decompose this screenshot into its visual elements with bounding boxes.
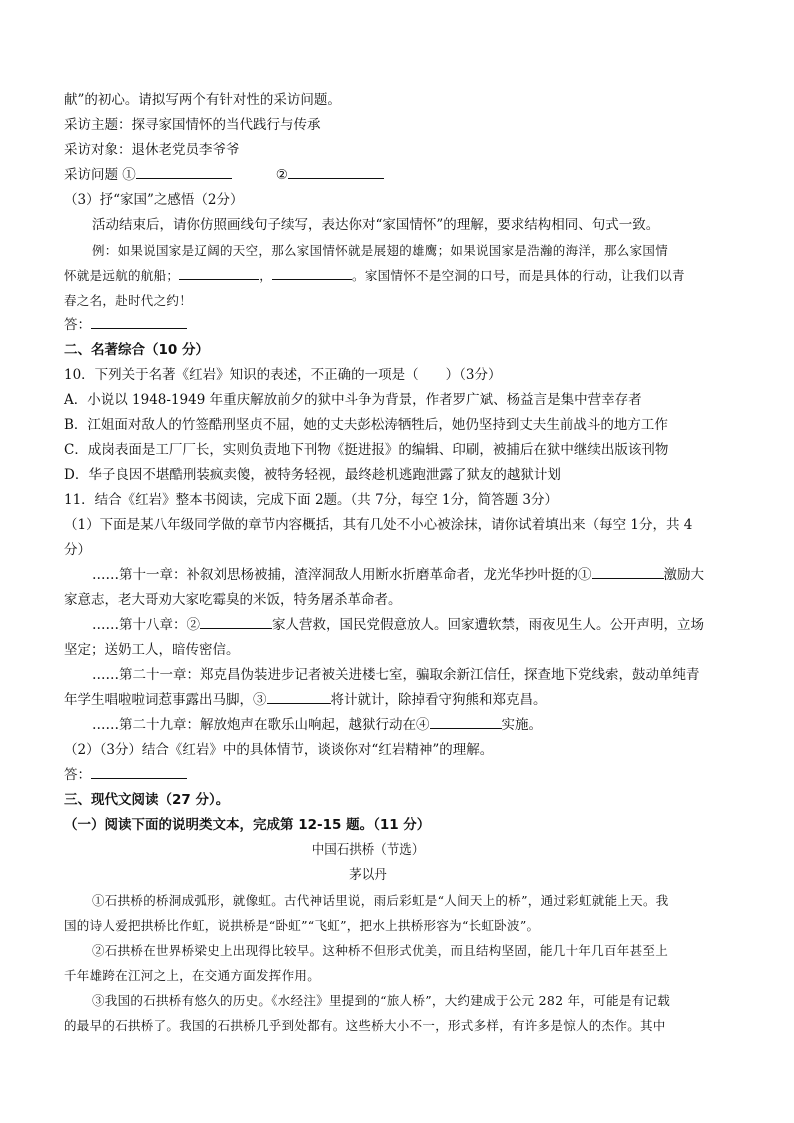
chapter-text: ……第二十九章：解放炮声在歌乐山响起，越狱行动在④	[92, 717, 430, 733]
fill-blank-3[interactable]	[267, 688, 331, 704]
comma: ，	[259, 268, 273, 283]
answer-label: 答：	[64, 317, 91, 333]
chapter-text: ……第十八章：②	[92, 617, 200, 633]
fill-blank-b[interactable]	[272, 264, 352, 280]
subsection-heading: （一）阅读下面的说明类文本，完成第 12-15 题。（11 分）	[64, 817, 431, 833]
chapter-18-cont: 坚定；送奶工人，暗传密信。	[64, 642, 240, 658]
question-label-1: 采访问题 ①	[64, 167, 136, 183]
chapter-text: ……第十一章：补叙刘思杨被捕，渣滓洞敌人用断水折磨革命者，龙光华抄叶挺的①	[92, 567, 592, 583]
chapter-text: 年学生唱啦啦词惹事露出马脚，③	[64, 692, 267, 708]
answer-label: 答：	[64, 767, 91, 783]
chapter-text: 激励大	[663, 567, 704, 583]
fill-blank-2[interactable]	[200, 613, 272, 629]
example-text: 例：如果说国家是辽阔的天空，那么家国情怀就是展翅的雄鹰；如果说国家是浩瀚的海洋，那么家国情	[92, 243, 669, 258]
question-10: 10．下列关于名著《红岩》知识的表述，不正确的一项是（ ）（3分）	[64, 367, 502, 383]
example-continuation	[64, 263, 736, 288]
subquestion-title: （3）抒“家国”之感悟（2分）	[64, 192, 244, 208]
question-11: 11．结合《红岩》整本书阅读，完成下面 2题。（共 7分，每空 1分，简答题 3分）	[64, 492, 558, 508]
answer-blank-1[interactable]	[136, 163, 232, 179]
chapter-text: 将计就计，除掉看守狗熊和郑克昌。	[330, 692, 547, 708]
interview-topic: 采访主题：探寻家国情怀的当代践行与传承	[64, 117, 321, 133]
interview-questions	[64, 163, 736, 188]
example-tail: 。家国情怀不是空洞的口号，而是具体的行动，让我们以青	[352, 268, 685, 283]
text-line: 献”的初心。请拟写两个有针对性的采访问题。	[64, 92, 341, 108]
fill-blank-1[interactable]	[592, 563, 664, 579]
section-heading-2: 二、名著综合（10 分）	[64, 342, 209, 358]
chapter-text: 家人营救，国民党假意放人。回家遭软禁，雨夜见生人。公开声明，立场	[272, 617, 704, 633]
chapter-21-summary: ……第二十一章：郑克昌伪装进步记者被关进楼七室，骗取余新江信任，探查地下党线索，鼓动单纯青	[92, 667, 700, 683]
option-c: C．成岗表面是工厂厂长，实则负责地下刊物《挺进报》的编辑、印刷，被捕后在狱中继续出版该刊物	[64, 442, 669, 458]
option-a: A．小说以 1948-1949 年重庆解放前夕的狱中斗争为背景，作者罗广斌、杨益言是集中营幸存者	[64, 392, 642, 408]
answer-blank-2[interactable]	[288, 163, 384, 179]
paragraph-1: ①石拱桥的桥洞成弧形，就像虹。古代神话里说，雨后彩虹是“人间天上的桥”，通过彩虹就能上天。我	[92, 893, 669, 908]
chapter-18-summary	[92, 613, 736, 638]
answer-line	[64, 313, 736, 338]
subquestion-1: （1）下面是某八年级同学做的章节内容概括，其有几处不小心被涂抹，请你试着填出来（每空 1分，共 4	[64, 517, 693, 533]
answer-blank[interactable]	[91, 763, 187, 779]
section-heading-3: 三、现代文阅读（27 分）。	[64, 792, 230, 808]
paragraph-1-cont: 国的诗人爱把拱桥比作虹，说拱桥是“卧虹”“飞虹”，把水上拱桥形容为“长虹卧波”。	[64, 918, 540, 933]
subquestion-2: （2）（3分）结合《红岩》中的具体情节，谈谈你对“红岩精神”的理解。	[64, 742, 494, 758]
interview-target: 采访对象：退休老党员李爷爷	[64, 142, 240, 158]
fill-blank-4[interactable]	[430, 713, 502, 729]
paragraph-2-cont: 千年雄跨在江河之上，在交通方面发挥作用。	[64, 968, 321, 983]
paragraph-3: ③我国的石拱桥有悠久的历史。《水经注》里提到的“旅人桥”，大约建成于公元 282 年，可能是有记载	[92, 993, 671, 1008]
paragraph-3-cont: 的最早的石拱桥了。我国的石拱桥几乎到处都有。这些桥大小不一，形式多样，有许多是惊人的杰作。其中	[64, 1018, 666, 1033]
instruction-text: 活动结束后，请你仿照画线句子续写，表达你对“家国情怀”的理解，要求结构相同、句式一致。	[92, 217, 660, 233]
chapter-29-summary	[92, 713, 736, 738]
option-d: D．华子良因不堪酷刑装疯卖傻，被特务轻视，最终趁机逃跑泄露了狱友的越狱计划	[64, 467, 561, 483]
answer-blank[interactable]	[91, 313, 187, 329]
option-b: B．江姐面对敌人的竹签酷刑坚贞不屈，她的丈夫彭松涛牺牲后，她仍坚持到丈夫生前战斗的地方工作	[64, 417, 668, 433]
example-part: 怀就是远航的航船；	[64, 268, 180, 283]
subquestion-1-cont: 分）	[64, 542, 91, 558]
chapter-11-cont: 家意志，老大哥劝大家吃霉臭的米饭，特务屠杀革命者。	[64, 592, 402, 608]
article-author: 茅以丹	[349, 867, 387, 883]
chapter-text: 实施。	[501, 717, 542, 733]
chapter-21-cont	[64, 688, 736, 713]
article-title: 中国石拱桥（节选）	[311, 842, 425, 858]
paragraph-2: ②石拱桥在世界桥梁史上出现得比较早。这种桥不但形式优美，而且结构坚固，能几十年几百年甚至上	[92, 943, 669, 958]
question-label-2: ②	[275, 167, 288, 183]
chapter-11-summary	[92, 563, 736, 588]
answer-line-2	[64, 763, 736, 788]
example-ending: 春之名，赴时代之约！	[64, 293, 193, 308]
fill-blank-a[interactable]	[179, 264, 259, 280]
